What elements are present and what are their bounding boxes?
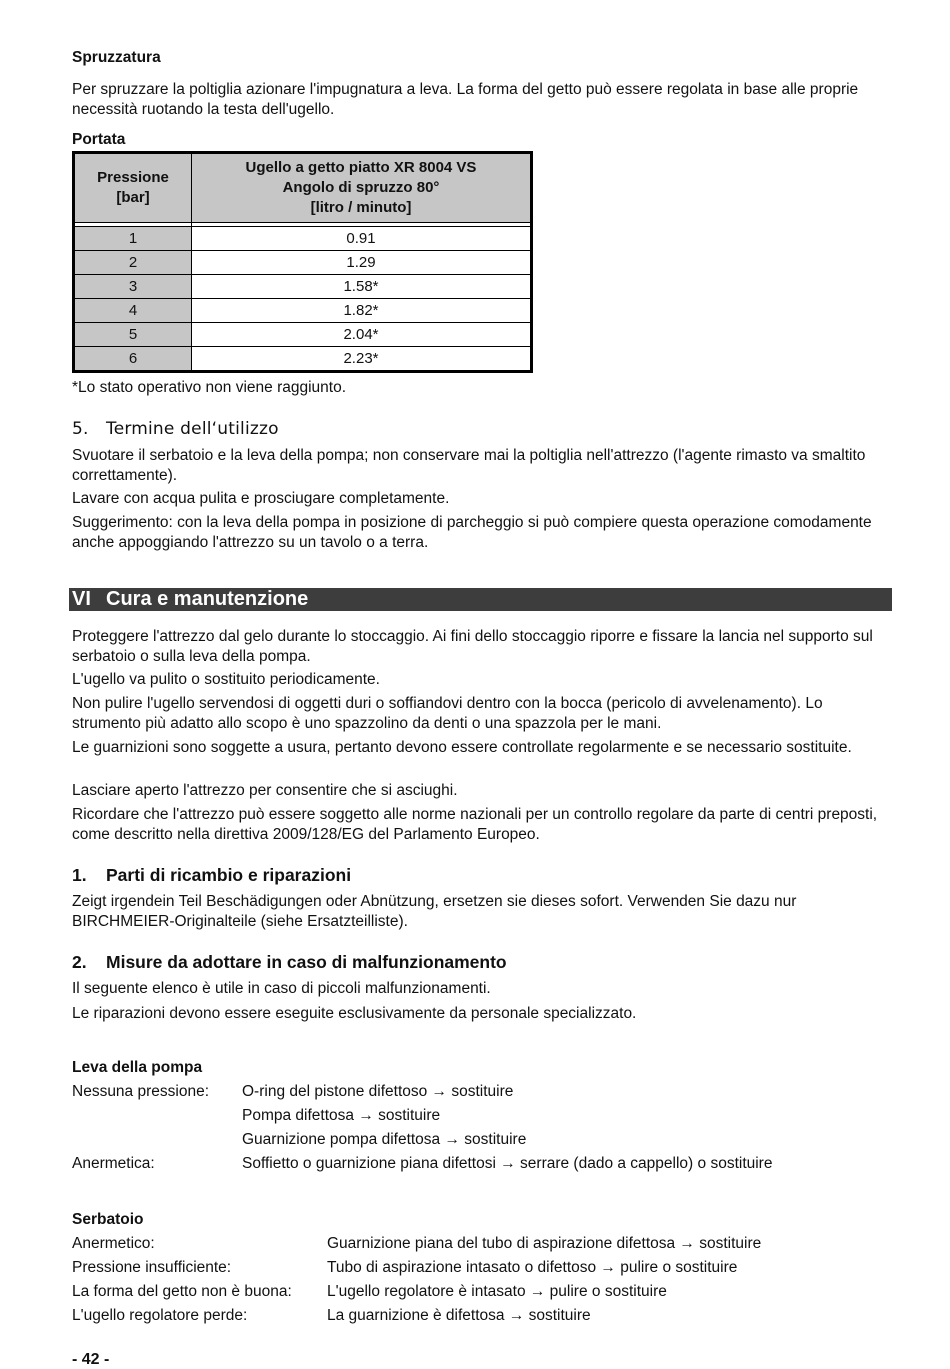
termine-number: 5. — [72, 419, 89, 439]
misure-paragraph-2: Le riparazioni devono essere eseguite esclusivamente da personale specializzato. — [72, 1005, 637, 1022]
ricambio-title: Parti di ricambio e riparazioni — [106, 865, 352, 885]
termine-heading — [72, 419, 279, 439]
cura-paragraph-1: Proteggere l'attrezzo dal gelo durante lo stoccaggio. Ai fini dello stoccaggio riporre e fissare la lancia nel supporto sul serbatoio o sulla leva della pompa. — [72, 628, 873, 665]
leva-value-1: O-ring del pistone difettoso → sostituire — [242, 1083, 514, 1100]
flow-header-line1: Ugello a getto piatto XR 8004 VS — [245, 159, 477, 176]
leva-label-1: Nessuna pressione: — [72, 1083, 209, 1100]
serbatoio-label-4: L'ugello regolatore perde: — [72, 1307, 248, 1324]
cura-paragraph-5: Lasciare aperto l'attrezzo per consentire che si asciughi. — [72, 782, 458, 799]
pressure-cell: 5 — [74, 323, 192, 347]
leva-value-2: Pompa difettosa → sostituire — [242, 1107, 441, 1124]
spruzzatura-text: Per spruzzare la poltiglia azionare l'impugnatura a leva. La forma del getto può essere regolata in base alle proprie necessità ruotando la testa dell'ugello. — [72, 81, 859, 118]
cura-section-bar — [69, 588, 892, 611]
flow-header-line3: [litro / minuto] — [310, 199, 412, 216]
pressure-header-line2: [bar] — [116, 189, 150, 206]
flow-cell: 0.91 — [192, 227, 532, 251]
pressure-cell: 4 — [74, 299, 192, 323]
serbatoio-value-2: Tubo di aspirazione intasato o difettoso → pulire o sostituire — [327, 1259, 738, 1276]
leva-heading: Leva della pompa — [72, 1059, 203, 1076]
misure-heading — [72, 952, 507, 973]
portata-heading: Portata — [72, 131, 126, 148]
termine-paragraph-3: Suggerimento: con la leva della pompa in posizione di parcheggio si può compiere questa operazione comodamente anche appoggiando l'attrezzo su un tavolo o a terra. — [72, 514, 872, 551]
table-row — [74, 299, 532, 323]
flow-cell: 1.58* — [192, 275, 532, 299]
serbatoio-value-4: La guarnizione è difettosa → sostituire — [327, 1307, 591, 1324]
flow-header-line2: Angolo di spruzzo 80° — [282, 179, 440, 196]
termine-paragraph-2: Lavare con acqua pulita e prosciugare completamente. — [72, 490, 450, 507]
serbatoio-heading: Serbatoio — [72, 1211, 144, 1228]
serbatoio-label-3: La forma del getto non è buona: — [72, 1283, 292, 1300]
serbatoio-value-3: L'ugello regolatore è intasato → pulire o sostituire — [327, 1283, 667, 1300]
pressure-cell: 3 — [74, 275, 192, 299]
serbatoio-label-2: Pressione insufficiente: — [72, 1259, 232, 1276]
misure-title: Misure da adottare in caso di malfunzionamento — [106, 952, 507, 972]
cura-number: VI — [72, 588, 91, 610]
pressure-cell: 1 — [74, 227, 192, 251]
flow-cell: 2.04* — [192, 323, 532, 347]
pressure-header — [74, 153, 192, 223]
table-row — [74, 275, 532, 299]
leva-value-4: Soffietto o guarnizione piana difettosi → serrare (dado a cappello) o sostituire — [242, 1155, 773, 1172]
ricambio-heading — [72, 865, 351, 886]
table-header-row — [74, 153, 532, 223]
flow-cell: 1.29 — [192, 251, 532, 275]
portata-note: *Lo stato operativo non viene raggiunto. — [72, 379, 347, 396]
table-row — [74, 323, 532, 347]
leva-label-2: Anermetica: — [72, 1155, 155, 1172]
cura-title: Cura e manutenzione — [106, 588, 309, 610]
spruzzatura-heading: Spruzzatura — [72, 49, 161, 66]
pressure-cell: 2 — [74, 251, 192, 275]
table-row — [74, 347, 532, 372]
flow-header — [192, 153, 532, 223]
cura-paragraph-4: Le guarnizioni sono soggette a usura, pertanto devono essere controllate regolarmente e se necessario sostituite. — [72, 739, 852, 756]
misure-number: 2. — [72, 952, 87, 972]
misure-paragraph-1: Il seguente elenco è utile in caso di piccoli malfunzionamenti. — [72, 980, 491, 997]
termine-paragraph-1: Svuotare il serbatoio e la leva della pompa; non conservare mai la poltiglia nell'attrezzo (l'agente rimasto va smaltito correttamente). — [72, 447, 866, 484]
table-row — [74, 251, 532, 275]
pressure-cell: 6 — [74, 347, 192, 372]
pressure-header-line1: Pressione — [97, 169, 169, 186]
ricambio-text: Zeigt irgendein Teil Beschädigungen oder Abnützung, ersetzen sie dieses sofort. Verwenden Sie dazu nur BIRCHMEIER-Originalteile (siehe Ersatzteilliste). — [72, 893, 797, 930]
termine-title: Termine dell‘utilizzo — [106, 419, 279, 439]
flow-cell: 2.23* — [192, 347, 532, 372]
serbatoio-label-1: Anermetico: — [72, 1235, 155, 1252]
leva-value-3: Guarnizione pompa difettosa → sostituire — [242, 1131, 527, 1148]
cura-paragraph-6: Ricordare che l'attrezzo può essere soggetto alle norme nazionali per un controllo regolare da parte di centri preposti, come descritto nella direttiva 2009/128/EG del Parlamento Europeo. — [72, 806, 878, 843]
cura-paragraph-3: Non pulire l'ugello servendosi di oggetti duri o soffiandovi dentro con la bocca (pericolo di avvelenamento). Lo strumento più adatto allo scopo è uno spazzolino da denti o una spazzola per le mani. — [72, 695, 823, 732]
serbatoio-value-1: Guarnizione piana del tubo di aspirazione difettosa → sostituire — [327, 1235, 762, 1252]
flow-cell: 1.82* — [192, 299, 532, 323]
page-number: - 42 - — [72, 1351, 110, 1368]
table-row — [74, 227, 532, 251]
portata-table — [72, 151, 533, 373]
cura-paragraph-2: L'ugello va pulito o sostituito periodicamente. — [72, 671, 380, 688]
ricambio-number: 1. — [72, 865, 87, 885]
